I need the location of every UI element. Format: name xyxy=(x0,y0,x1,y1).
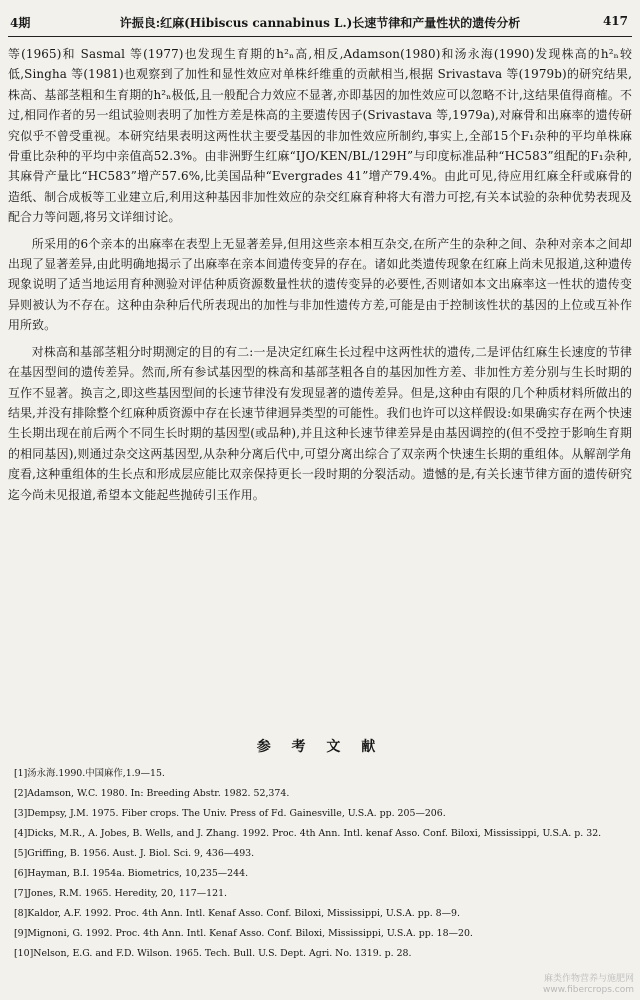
article-body xyxy=(8,44,632,511)
reference-item: [8]Kaldor, A.F. 1992. Proc. 4th Ann. Intl. Kenaf Asso. Conf. Biloxi, Mississippi, U.S.A. pp. 8—9. xyxy=(14,908,460,919)
reference-item: [4]Dicks, M.R., A. Jobes, B. Wells, and J. Zhang. 1992. Proc. 4th Ann. Intl. kenaf Asso. Conf. Biloxi, Mississippi, U.S.A. p. 32. xyxy=(14,828,602,839)
header-rule xyxy=(8,36,632,37)
page-header xyxy=(0,14,640,34)
reference-item: [10]Nelson, E.G. and F.D. Wilson. 1965. Tech. Bull. U.S. Dept. Agri. No. 1319. p. 28. xyxy=(14,948,412,959)
paragraph: 对株高和基部茎粗分时期测定的目的有二:一是决定红麻生长过程中这两性状的遗传,二是评估红麻生长速度的节律在基因型间的遗传差异。然而,所有参试基因型的株高和基部茎粗各自的基因加性方差、非加性方差分别与生长时期的互作不显著。换言之,即这些基因型间的长速节律没有发现显著的遗传差异。但是,这种由有限的几个种质材料所做出的结果,并没有排除整个红麻种质资源中存在长速节律迥异类型的可能性。我们也许可以这样假设:如果确实存在两个快速生长期出现在前后两个不同生长时期的基因型(或品种),并且这种长速节律差异是由基因调控的(但不受控于影响生育期的相同基因),则通过杂交这两基因型,从杂种分离后代中,可望分离出综合了双亲两个快速生长期的重组体。从解剖学角度看,这种重组体的生长点和形成层应能比双亲保持更长一段时期的分裂活动。遗憾的是,有关长速节律方面的遗传研究迄今尚未见报道,希望本文能起些抛砖引玉作用。 xyxy=(8,344,632,502)
reference-list xyxy=(14,766,626,966)
reference-item: [2]Adamson, W.C. 1980. In: Breeding Abstr. 1982. 52,374. xyxy=(14,788,290,799)
page-number: 417 xyxy=(602,14,628,28)
reference-item: [5]Griffing, B. 1956. Aust. J. Biol. Sci. 9, 436—493. xyxy=(14,848,255,859)
references-heading: 参 考 文 献 xyxy=(256,739,384,755)
issue-number: 4期 xyxy=(10,16,31,30)
paragraph: 等(1965)和 Sasmal 等(1977)也发现生育期的h²ₙ高,相反,Adamson(1980)和汤永海(1990)发现株高的h²ₙ较低,Singha 等(1981)也观察到了加性和显性效应对单株纤维重的贡献相当,根据 Srivastava 等(1979b)的研究结果,株高、基部茎粗和生育期的h²ₙ极低,且一般配合力效应不显著,亦即基因的加性效应可以忽略不计,这结果值得商榷。不过,相同作者的另一组试验则表明了加性方差是株高的主要遗传因子(Srivastava 等,1979a),对麻骨和出麻率的遗传研究似乎不曾受重视。本研究结果表明这两性状主要受基因的非加性效应所制约,事实上,全部15个F₁杂种的平均单株麻骨重比杂种的平均中亲值高52.3%。由非洲野生红麻“IJO/KEN/BL/129H”与印度标准品种“HC583”组配的F₁杂种,其麻骨产量比“HC583”增产57.6%,比美国品种“Evergrades 41”增产79.4%。由此可见,待应用红麻全秆或麻骨的造纸、制合成板等工业建立后,利用这种基因非加性效应的杂交红麻育种将大有潜力可挖,有关本试验的杂种优势表现及配合力等问题,将另文详细讨论。 xyxy=(8,47,632,225)
site-watermark xyxy=(543,974,634,996)
reference-item: [7]Jones, R.M. 1965. Heredity, 20, 117—121. xyxy=(14,888,228,899)
watermark-line: www.fibercrops.com xyxy=(543,985,634,995)
reference-item: [9]Mignoni, G. 1992. Proc. 4th Ann. Intl. Kenaf Asso. Conf. Biloxi, Mississippi, U.S.A. pp. 18—20. xyxy=(14,928,473,939)
paragraph: 所采用的6个亲本的出麻率在表型上无显著差异,但用这些亲本相互杂交,在所产生的杂种之间、杂种对亲本之间却出现了显著差异,由此明确地揭示了出麻率在亲本间遗传变异的存在。诸如此类遗传现象在红麻上尚未见报道,这种遗传现象说明了适当地运用育种测验对评估种质资源数量性状的遗传变异的必要性,否则诸如本文出麻率这一性状的遗传变异则被认为不存在。这种由杂种后代所表现出的加性与非加性遗传方差,可能是由于控制该性状的基因的上位或互补作用所致。 xyxy=(8,236,632,333)
reference-item: [6]Hayman, B.I. 1954a. Biometrics, 10,235—244. xyxy=(14,868,249,879)
reference-item: [3]Dempsy, J.M. 1975. Fiber crops. The Univ. Press of Fd. Gainesville, U.S.A. pp. 205—206. xyxy=(14,808,446,819)
running-title: 许振良:红麻(Hibiscus cannabinus L.)长速节律和产量性状的遗传分析 xyxy=(119,16,521,30)
reference-item: [1]汤永海.1990.中国麻作,1.9—15. xyxy=(14,768,165,779)
watermark-line: 麻类作物营养与施肥网 xyxy=(543,974,634,984)
